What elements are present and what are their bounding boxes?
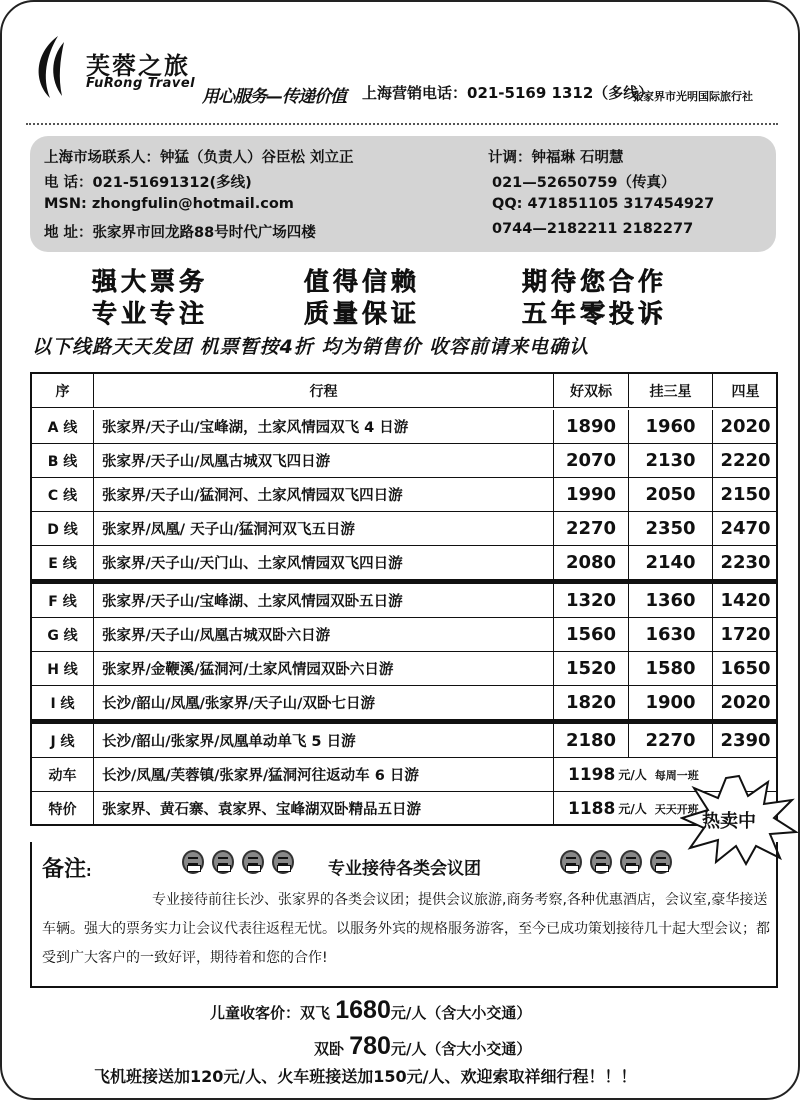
remarks-label <box>42 852 92 883</box>
table-row <box>32 410 776 444</box>
price-three-star: 1960 <box>629 410 713 444</box>
slogan: 五年零投诉 <box>522 299 668 328</box>
table-row <box>32 478 776 512</box>
departure-frequency: 天天开班 <box>654 802 699 816</box>
price-standard: 1820 <box>554 686 629 720</box>
agency-name: 张家界市光明国际旅行社 <box>632 90 753 103</box>
route-code: J 线 <box>32 724 94 758</box>
route-code: I 线 <box>32 686 94 720</box>
route-price-table <box>30 372 778 826</box>
tagline: 用心服务—传递价值 <box>202 87 346 107</box>
price-three-star: 1630 <box>629 618 713 652</box>
price-three-star: 1580 <box>629 652 713 686</box>
pickup-surcharge-note: 飞机班接送加120元/人、火车班接送加150元/人、欢迎索取祥细行程！！！ <box>94 1067 637 1086</box>
price-four-star: 2020 <box>713 410 778 444</box>
divider <box>26 123 778 125</box>
price-three-star: 2350 <box>629 512 713 546</box>
brand-english-name: FuRong Travel <box>86 76 196 91</box>
route-code: D 线 <box>32 512 94 546</box>
price-four-star: 2150 <box>713 478 778 512</box>
child-price-label: 儿童收客价：双飞 <box>210 1004 336 1022</box>
route-description: 张家界/天子山/猛洞河、土家风情园双飞四日游 <box>94 478 554 512</box>
smiley-icon <box>272 850 294 874</box>
price-standard: 2080 <box>554 546 629 580</box>
decor-icons-left <box>182 850 294 874</box>
route-description: 张家界/天子山/天门山、土家风情园双飞四日游 <box>94 546 554 580</box>
header-cell: 行程 <box>94 374 554 408</box>
price-standard: 2180 <box>554 724 629 758</box>
price-standard: 2270 <box>554 512 629 546</box>
remarks-section <box>30 842 778 988</box>
slogan: 期待您合作 <box>522 267 668 296</box>
brand-name: 芙蓉之旅 <box>86 52 190 80</box>
child-price-unit: 元/人（含大小交通） <box>390 1004 532 1022</box>
price-standard: 1560 <box>554 618 629 652</box>
remarks-title: 专业接待各类会议团 <box>328 859 481 879</box>
logo <box>22 32 202 112</box>
smiley-icon <box>560 850 582 874</box>
table-row <box>32 724 776 758</box>
price-three-star: 1900 <box>629 686 713 720</box>
price-four-star: 2020 <box>713 686 778 720</box>
price-four-star: 2230 <box>713 546 778 580</box>
contact-fax: 021—52650759（传真） <box>492 175 676 191</box>
contact-planner: 计调：钟福琳 石明慧 <box>488 150 624 166</box>
contact-address: 地 址：张家界市回龙路88号时代广场四楼 <box>44 225 316 241</box>
price-four-star: 1650 <box>713 652 778 686</box>
route-description: 长沙/凤凰/芙蓉镇/张家界/猛洞河往返动车 6 日游 <box>94 758 554 792</box>
route-description: 长沙/韶山/凤凰/张家界/天子山/双卧七日游 <box>94 686 554 720</box>
price-standard: 1520 <box>554 652 629 686</box>
contact-liaison: 上海市场联系人：钟猛（负责人）谷臣松 刘立正 <box>44 150 354 166</box>
contact-tel: 电 话：021-51691312(多线) <box>44 175 252 191</box>
sleeper-label: 双卧 <box>314 1040 350 1058</box>
leaf-logo-icon <box>28 32 88 102</box>
contact-local-phone: 0744—2182211 2182277 <box>492 221 694 237</box>
sleeper-price-value: 780 <box>349 1032 391 1060</box>
route-code: 特价 <box>32 792 94 826</box>
remarks-colon: : <box>86 864 92 880</box>
header-cell: 序 <box>32 374 94 408</box>
price-standard: 1320 <box>554 584 629 618</box>
decor-icons-right <box>560 850 672 874</box>
special-price-unit: 元/人 <box>618 802 647 816</box>
child-price-flight <box>210 996 531 1025</box>
slogan: 质量保证 <box>304 299 421 328</box>
route-description: 张家界/天子山/宝峰湖，土家风情园双飞 4 日游 <box>94 410 554 444</box>
table-row <box>32 618 776 652</box>
price-standard: 1890 <box>554 410 629 444</box>
contact-box <box>30 136 776 252</box>
price-three-star: 2140 <box>629 546 713 580</box>
price-three-star: 2050 <box>629 478 713 512</box>
child-price-value: 1680 <box>335 996 391 1024</box>
special-price: 1188 <box>568 798 616 819</box>
price-standard: 1990 <box>554 478 629 512</box>
slogan: 专业专注 <box>92 299 209 328</box>
remarks-body: 专业接待前往长沙、张家界的各类会议团；提供会议旅游,商务考察,各种优惠酒店，会议室,豪华接送车辆。强大的票务实力让会议代表往返程无忧。以服务外宾的规格服务游客，至今已成功策划接待几十起大型会议；都受到广大客户的一致好评，期待着和您的合作! <box>42 892 770 966</box>
smiley-icon <box>590 850 612 874</box>
departure-notice: 以下线路天天发团 机票暂按4折 均为销售价 收容前请来电确认 <box>32 336 590 358</box>
hot-sale-badge: 热卖中 <box>702 811 756 832</box>
special-table-row <box>32 792 776 826</box>
route-description: 张家界/天子山/凤凰古城双卧六日游 <box>94 618 554 652</box>
price-standard: 2070 <box>554 444 629 478</box>
route-code: E 线 <box>32 546 94 580</box>
price-four-star: 1420 <box>713 584 778 618</box>
child-price-sleeper <box>314 1032 531 1061</box>
route-description: 张家界/凤凰/ 天子山/猛洞河双飞五日游 <box>94 512 554 546</box>
table-row <box>32 444 776 478</box>
header-cell: 挂三星 <box>629 374 713 408</box>
price-three-star: 1360 <box>629 584 713 618</box>
smiley-icon <box>650 850 672 874</box>
sleeper-price-unit: 元/人（含大小交通） <box>390 1040 532 1058</box>
route-code: 动车 <box>32 758 94 792</box>
route-description: 张家界、黄石寨、袁家界、宝峰湖双卧精品五日游 <box>94 792 554 826</box>
price-four-star: 2220 <box>713 444 778 478</box>
header <box>2 2 800 128</box>
contact-msn: MSN: zhongfulin@hotmail.com <box>44 196 294 212</box>
special-table-row <box>32 758 776 792</box>
table-row <box>32 512 776 546</box>
price-four-star: 2470 <box>713 512 778 546</box>
header-cell: 好双标 <box>554 374 629 408</box>
table-row <box>32 546 776 580</box>
price-three-star: 2130 <box>629 444 713 478</box>
route-code: H 线 <box>32 652 94 686</box>
smiley-icon <box>182 850 204 874</box>
price-four-star: 2390 <box>713 724 778 758</box>
special-price-unit: 元/人 <box>618 768 647 782</box>
table-header-row <box>32 374 776 408</box>
route-description: 长沙/韶山/张家界/凤凰单动单飞 5 日游 <box>94 724 554 758</box>
smiley-icon <box>212 850 234 874</box>
route-code: B 线 <box>32 444 94 478</box>
route-code: F 线 <box>32 584 94 618</box>
special-price: 1198 <box>568 764 616 785</box>
remarks-label-text: 备注 <box>42 857 87 882</box>
price-four-star: 1720 <box>713 618 778 652</box>
smiley-icon <box>242 850 264 874</box>
smiley-icon <box>620 850 642 874</box>
slogan: 值得信赖 <box>304 267 421 296</box>
route-description: 张家界/天子山/凤凰古城双飞四日游 <box>94 444 554 478</box>
route-code: G 线 <box>32 618 94 652</box>
departure-frequency: 每周一班 <box>654 768 699 782</box>
route-description: 张家界/天子山/宝峰湖、土家风情园双卧五日游 <box>94 584 554 618</box>
table-row <box>32 652 776 686</box>
table-row <box>32 584 776 618</box>
marketing-phone: 上海营销电话：021-5169 1312（多线） <box>362 84 654 102</box>
slogan: 强大票务 <box>92 267 209 296</box>
contact-qq: QQ: 471851105 317454927 <box>492 196 715 212</box>
route-code: C 线 <box>32 478 94 512</box>
header-cell: 四星 <box>713 374 778 408</box>
route-description: 张家界/金鞭溪/猛洞河/土家风情园双卧六日游 <box>94 652 554 686</box>
price-three-star: 2270 <box>629 724 713 758</box>
route-code: A 线 <box>32 410 94 444</box>
table-row <box>32 686 776 720</box>
